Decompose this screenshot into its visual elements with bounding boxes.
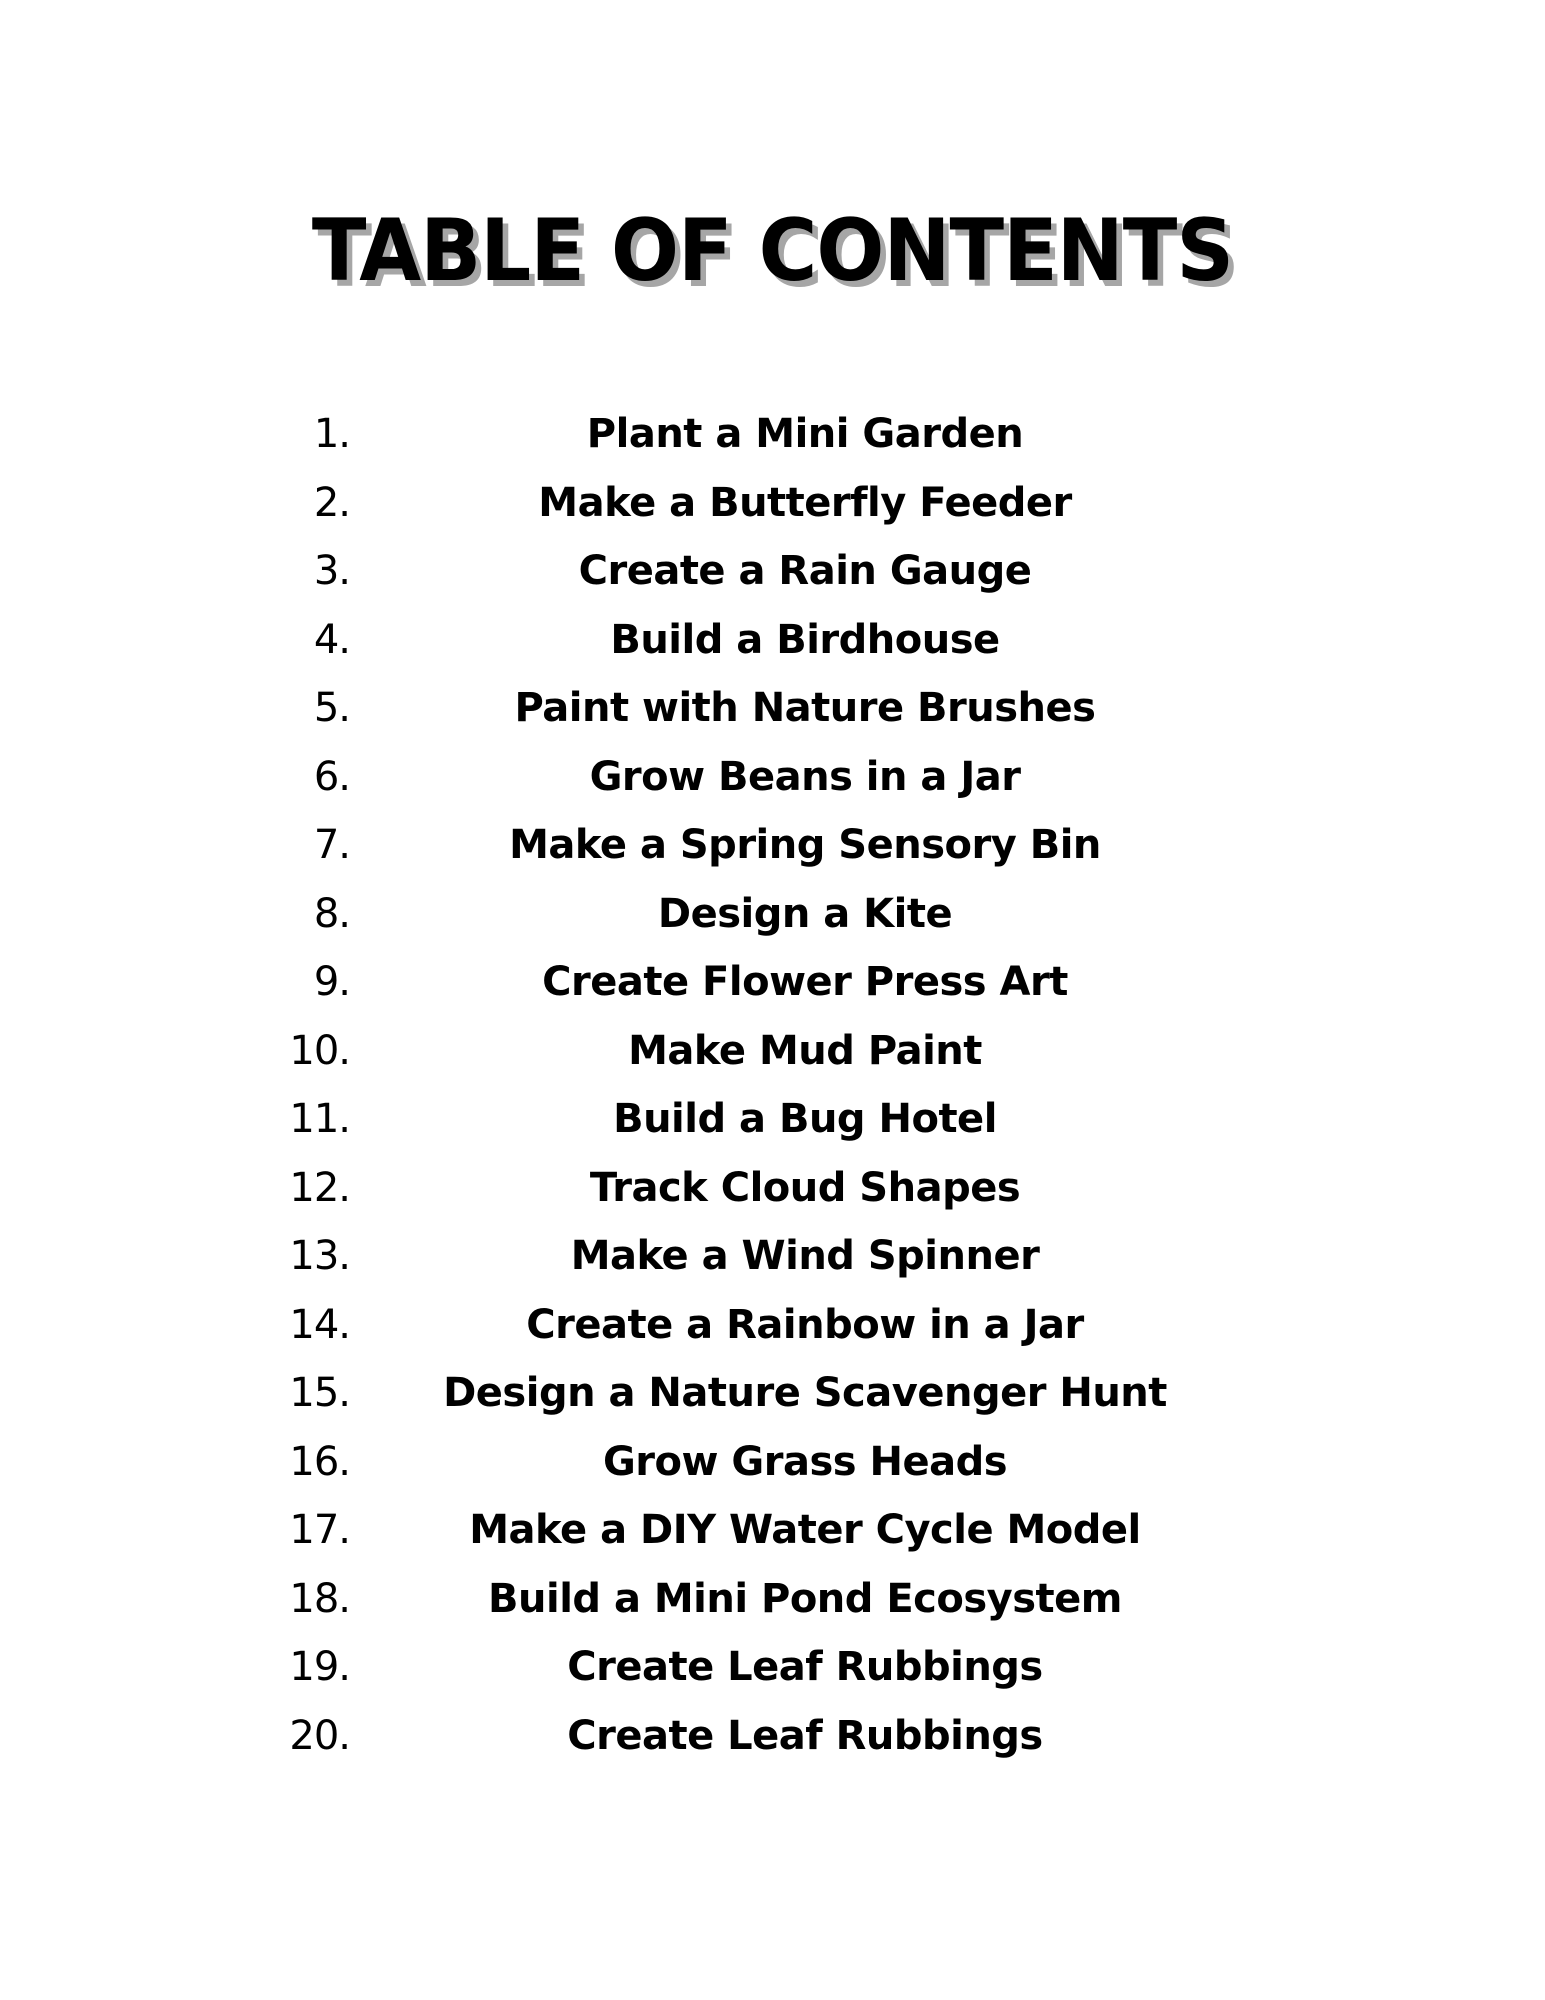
toc-entry [0,743,1545,812]
toc-entry-label: Create a Rain Gauge [578,548,1032,594]
toc-entry [0,400,1545,469]
toc-entry [0,537,1545,606]
toc-entry [0,1496,1545,1565]
toc-entry-number: 1. [313,411,350,457]
toc-entry [0,948,1545,1017]
toc-entry-label: Grow Beans in a Jar [589,753,1021,800]
toc-entry-number: 4. [313,616,350,663]
toc-entry-number: 2. [313,479,350,526]
toc-entry-number: 15. [289,1370,350,1416]
toc-entry-number: 7. [313,822,350,868]
page-title: TABLE OF CONTENTS [311,200,1234,301]
toc-entry [0,1222,1545,1291]
toc-entry-label: Design a Kite [657,890,953,937]
toc-entry-number: 5. [313,685,350,731]
toc-entry [0,1359,1545,1428]
toc-entry [0,1085,1545,1154]
toc-entry-number: 20. [289,1712,350,1759]
toc-entry [0,1565,1545,1634]
toc-entry-number: 9. [313,959,350,1005]
toc-entry [0,606,1545,675]
toc-entry-label: Grow Grass Heads [602,1438,1008,1485]
toc-entry-number: 8. [313,890,350,937]
toc-entry-number: 16. [289,1438,350,1485]
toc-entry [0,1702,1545,1771]
toc-entry-number: 11. [289,1096,350,1142]
toc-entry-label: Make Mud Paint [628,1027,982,1074]
toc-entry-label: Track Cloud Shapes [589,1164,1021,1211]
toc-entry-label: Create Flower Press Art [542,959,1068,1005]
toc-entry-label: Create Leaf Rubbings [567,1712,1043,1759]
toc-entry-label: Plant a Mini Garden [586,411,1024,457]
toc-entry-number: 19. [289,1644,350,1690]
toc-entry [0,880,1545,949]
toc-entry-number: 12. [289,1164,350,1211]
toc-list [0,400,1545,1770]
toc-entry [0,811,1545,880]
toc-entry-label: Create Leaf Rubbings [567,1644,1043,1690]
toc-entry-label: Build a Mini Pond Ecosystem [488,1575,1122,1622]
toc-entry-number: 13. [289,1233,350,1279]
toc-entry [0,1428,1545,1497]
toc-entry [0,1633,1545,1702]
toc-entry-number: 3. [313,548,350,594]
toc-entry-number: 14. [289,1301,350,1348]
toc-entry-label: Paint with Nature Brushes [514,685,1096,731]
toc-entry-number: 17. [289,1507,350,1553]
toc-entry-label: Create a Rainbow in a Jar [526,1301,1084,1348]
toc-entry-label: Design a Nature Scavenger Hunt [443,1370,1167,1416]
toc-entry [0,1154,1545,1223]
toc-entry [0,674,1545,743]
toc-entry-label: Build a Bug Hotel [613,1096,997,1142]
toc-entry-label: Make a Wind Spinner [570,1233,1040,1279]
toc-entry-label: Make a DIY Water Cycle Model [469,1507,1141,1553]
toc-entry-number: 10. [289,1027,350,1074]
toc-entry-number: 18. [289,1575,350,1622]
toc-entry-number: 6. [313,753,350,800]
toc-entry [0,469,1545,538]
toc-entry-label: Make a Butterfly Feeder [538,479,1072,526]
toc-entry-label: Build a Birdhouse [610,616,1000,663]
toc-entry-label: Make a Spring Sensory Bin [509,822,1101,868]
toc-entry [0,1291,1545,1360]
toc-entry [0,1017,1545,1086]
